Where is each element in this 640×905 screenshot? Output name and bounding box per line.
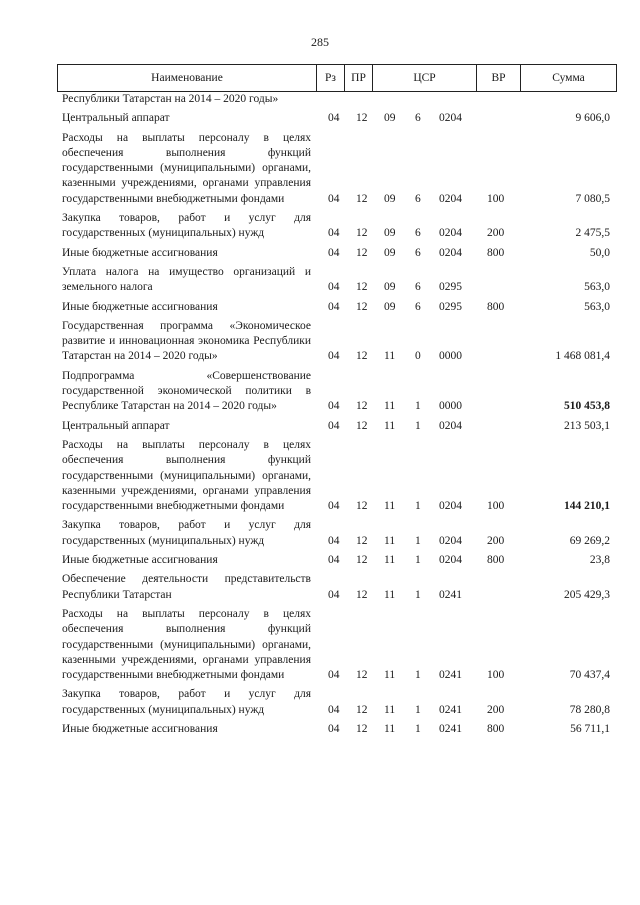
header-rz: Рз bbox=[316, 65, 344, 91]
row-csr-subprogram: 6 bbox=[415, 112, 421, 125]
row-pr: 12 bbox=[356, 192, 368, 205]
row-sum: 50,0 bbox=[589, 246, 610, 259]
row-csr-subprogram: 6 bbox=[415, 192, 421, 205]
row-csr-subprogram: 1 bbox=[415, 588, 421, 601]
table-row bbox=[0, 722, 640, 737]
row-csr-subprogram: 1 bbox=[415, 669, 421, 682]
row-name: Подпрограмма «Совершенствование государственной экономической политики в Республике Татарстан на 2014 – 2020 годы» bbox=[62, 369, 311, 413]
row-csr-program: 09 bbox=[384, 227, 396, 240]
row-name: Обеспечение деятельности представительств Республики Татарстан bbox=[62, 573, 311, 601]
row-csr-program: 09 bbox=[384, 300, 396, 313]
row-csr-code: 0204 bbox=[439, 112, 462, 125]
row-pr: 12 bbox=[356, 419, 368, 432]
row-csr-program: 11 bbox=[384, 534, 396, 547]
header-pr: ПР bbox=[344, 65, 372, 91]
row-csr-program: 11 bbox=[384, 554, 396, 567]
row-vr: 800 bbox=[487, 554, 505, 567]
table-row bbox=[0, 369, 640, 415]
row-csr-subprogram: 1 bbox=[415, 554, 421, 567]
row-csr-program: 11 bbox=[384, 400, 396, 413]
row-rz: 04 bbox=[328, 722, 340, 735]
row-vr: 200 bbox=[487, 534, 505, 547]
row-rz: 04 bbox=[328, 112, 340, 125]
row-csr-subprogram: 0 bbox=[415, 350, 421, 363]
header-name: Наименование bbox=[151, 72, 223, 84]
row-sum: 56 711,1 bbox=[570, 722, 610, 735]
row-csr-code: 0204 bbox=[439, 246, 462, 259]
row-name: Иные бюджетные ассигнования bbox=[62, 722, 218, 735]
header-vr: ВР bbox=[476, 65, 520, 91]
row-rz: 04 bbox=[328, 703, 340, 716]
row-csr-code: 0295 bbox=[439, 281, 462, 294]
row-name: Расходы на выплаты персоналу в целях обеспечения выполнения функций государственными (муниципальными) органами, казенными учреждениями, органами управления государственными внебюджетными фондами bbox=[62, 438, 311, 513]
row-csr-program: 09 bbox=[384, 281, 396, 294]
row-rz: 04 bbox=[328, 669, 340, 682]
row-pr: 12 bbox=[356, 400, 368, 413]
row-pr: 12 bbox=[356, 350, 368, 363]
row-csr-subprogram: 1 bbox=[415, 419, 421, 432]
row-rz: 04 bbox=[328, 500, 340, 513]
row-rz: 04 bbox=[328, 281, 340, 294]
row-sum: 510 453,8 bbox=[564, 400, 610, 413]
row-csr-code: 0241 bbox=[439, 703, 462, 716]
row-rz: 04 bbox=[328, 588, 340, 601]
row-csr-subprogram: 6 bbox=[415, 227, 421, 240]
row-name: Расходы на выплаты персоналу в целях обеспечения выполнения функций государственными (муниципальными) органами, казенными учреждениями, органами управления государственными внебюджетными фондами bbox=[62, 607, 311, 682]
row-rz: 04 bbox=[328, 246, 340, 259]
row-name: Центральный аппарат bbox=[62, 112, 170, 125]
page-number: 285 bbox=[311, 35, 329, 49]
row-pr: 12 bbox=[356, 722, 368, 735]
row-csr-program: 09 bbox=[384, 112, 396, 125]
row-vr: 800 bbox=[487, 300, 505, 313]
row-csr-subprogram: 6 bbox=[415, 246, 421, 259]
row-csr-program: 11 bbox=[384, 669, 396, 682]
table-body bbox=[0, 92, 640, 741]
row-rz: 04 bbox=[328, 534, 340, 547]
row-csr-code: 0295 bbox=[439, 300, 462, 313]
row-csr-subprogram: 1 bbox=[415, 722, 421, 735]
row-vr: 100 bbox=[487, 669, 505, 682]
row-vr: 200 bbox=[487, 703, 505, 716]
table-row bbox=[0, 553, 640, 568]
row-csr-code: 0204 bbox=[439, 534, 462, 547]
row-csr-program: 11 bbox=[384, 722, 396, 735]
row-csr-subprogram: 1 bbox=[415, 703, 421, 716]
table-row bbox=[0, 92, 640, 107]
row-csr-subprogram: 6 bbox=[415, 281, 421, 294]
row-csr-code: 0204 bbox=[439, 419, 462, 432]
table-row bbox=[0, 131, 640, 207]
table-header bbox=[57, 64, 617, 92]
row-pr: 12 bbox=[356, 227, 368, 240]
table-row bbox=[0, 319, 640, 365]
row-sum: 144 210,1 bbox=[564, 500, 610, 513]
row-name: Расходы на выплаты персоналу в целях обеспечения выполнения функций государственными (муниципальными) органами, казенными учреждениями, органами управления государственными внебюджетными фондами bbox=[62, 131, 311, 205]
row-csr-code: 0204 bbox=[439, 500, 462, 513]
row-sum: 7 080,5 bbox=[575, 192, 610, 205]
row-name: Иные бюджетные ассигнования bbox=[62, 554, 218, 567]
row-pr: 12 bbox=[356, 554, 368, 567]
row-csr-code: 0241 bbox=[439, 669, 462, 682]
row-csr-subprogram: 1 bbox=[415, 400, 421, 413]
row-pr: 12 bbox=[356, 669, 368, 682]
row-csr-program: 11 bbox=[384, 703, 396, 716]
row-vr: 100 bbox=[487, 500, 505, 513]
row-csr-program: 11 bbox=[384, 588, 396, 601]
row-sum: 23,8 bbox=[589, 554, 610, 567]
table-row bbox=[0, 438, 640, 514]
header-csr: ЦСР bbox=[372, 65, 476, 91]
row-sum: 1 468 081,4 bbox=[555, 350, 610, 363]
row-csr-program: 09 bbox=[384, 192, 396, 205]
row-pr: 12 bbox=[356, 281, 368, 294]
row-csr-subprogram: 6 bbox=[415, 300, 421, 313]
row-rz: 04 bbox=[328, 300, 340, 313]
row-vr: 800 bbox=[487, 246, 505, 259]
row-pr: 12 bbox=[356, 703, 368, 716]
row-csr-code: 0241 bbox=[439, 722, 462, 735]
row-sum: 563,0 bbox=[584, 300, 610, 313]
row-rz: 04 bbox=[328, 419, 340, 432]
row-csr-program: 11 bbox=[384, 419, 396, 432]
row-pr: 12 bbox=[356, 588, 368, 601]
row-sum: 563,0 bbox=[584, 281, 610, 294]
row-rz: 04 bbox=[328, 350, 340, 363]
row-csr-program: 11 bbox=[384, 350, 396, 363]
row-sum: 69 269,2 bbox=[569, 534, 610, 547]
row-name: Закупка товаров, работ и услуг для государственных (муниципальных) нужд bbox=[62, 688, 311, 716]
row-csr-code: 0000 bbox=[439, 350, 462, 363]
table-row bbox=[0, 265, 640, 296]
row-pr: 12 bbox=[356, 300, 368, 313]
row-csr-code: 0241 bbox=[439, 588, 462, 601]
table-row bbox=[0, 607, 640, 683]
row-csr-program: 11 bbox=[384, 500, 396, 513]
row-sum: 70 437,4 bbox=[569, 669, 610, 682]
row-name: Республики Татарстан на 2014 – 2020 годы» bbox=[62, 93, 279, 105]
row-sum: 78 280,8 bbox=[569, 703, 610, 716]
row-sum: 2 475,5 bbox=[575, 227, 610, 240]
row-csr-program: 09 bbox=[384, 246, 396, 259]
table-row bbox=[0, 687, 640, 718]
row-rz: 04 bbox=[328, 554, 340, 567]
row-sum: 213 503,1 bbox=[564, 419, 610, 432]
row-csr-subprogram: 1 bbox=[415, 534, 421, 547]
row-csr-code: 0204 bbox=[439, 192, 462, 205]
row-csr-code: 0000 bbox=[439, 400, 462, 413]
row-name: Закупка товаров, работ и услуг для государственных (муниципальных) нужд bbox=[62, 519, 311, 547]
row-sum: 9 606,0 bbox=[575, 112, 610, 125]
table-row bbox=[0, 211, 640, 242]
row-name: Иные бюджетные ассигнования bbox=[62, 246, 218, 259]
table-row bbox=[0, 300, 640, 315]
row-name: Закупка товаров, работ и услуг для государственных (муниципальных) нужд bbox=[62, 212, 311, 240]
row-pr: 12 bbox=[356, 112, 368, 125]
row-csr-code: 0204 bbox=[439, 227, 462, 240]
row-vr: 100 bbox=[487, 192, 505, 205]
row-csr-subprogram: 1 bbox=[415, 500, 421, 513]
row-vr: 200 bbox=[487, 227, 505, 240]
header-sum: Сумма bbox=[520, 65, 616, 91]
table-row bbox=[0, 572, 640, 603]
row-name: Иные бюджетные ассигнования bbox=[62, 300, 218, 313]
row-name: Центральный аппарат bbox=[62, 419, 170, 432]
row-pr: 12 bbox=[356, 500, 368, 513]
row-rz: 04 bbox=[328, 192, 340, 205]
row-rz: 04 bbox=[328, 400, 340, 413]
row-sum: 205 429,3 bbox=[564, 588, 610, 601]
row-csr-code: 0204 bbox=[439, 554, 462, 567]
table-row bbox=[0, 518, 640, 549]
row-name: Уплата налога на имущество организаций и земельного налога bbox=[62, 265, 311, 294]
row-vr: 800 bbox=[487, 722, 505, 735]
table-row bbox=[0, 246, 640, 261]
row-pr: 12 bbox=[356, 246, 368, 259]
table-row bbox=[0, 419, 640, 434]
row-pr: 12 bbox=[356, 534, 368, 547]
table-row bbox=[0, 111, 640, 126]
row-name: Государственная программа «Экономическое развитие и инновационная экономика Республики Татарстан на 2014 – 2020 годы» bbox=[62, 319, 311, 363]
row-rz: 04 bbox=[328, 227, 340, 240]
